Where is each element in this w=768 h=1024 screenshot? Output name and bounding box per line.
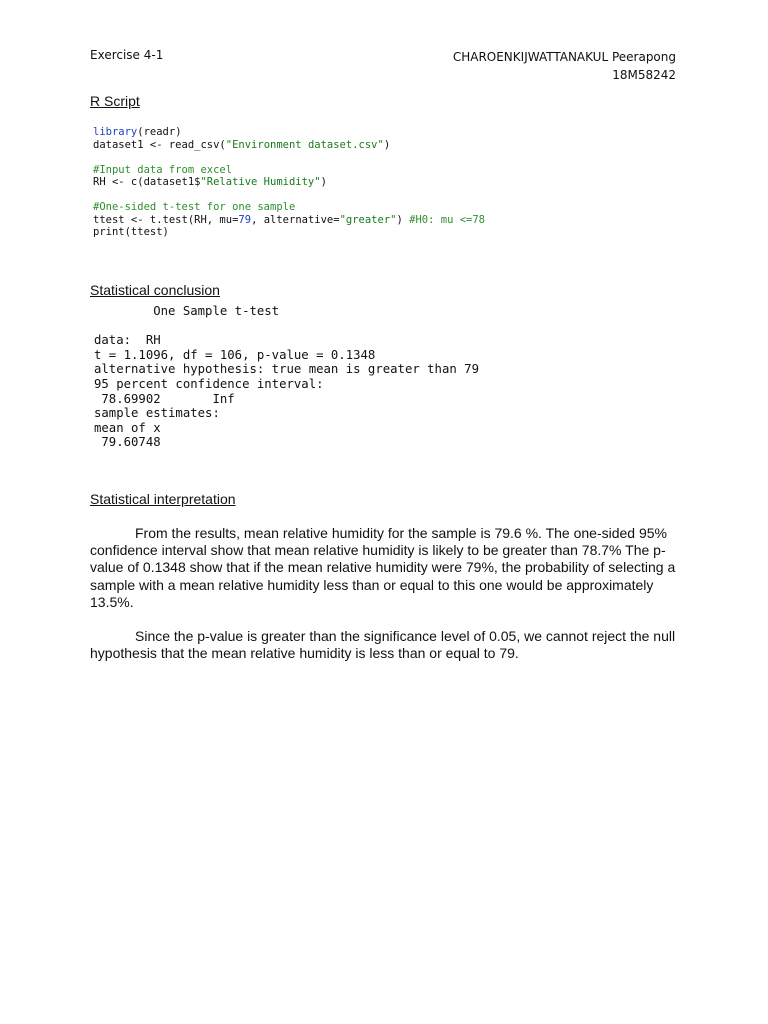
output-line: 79.60748 (94, 435, 161, 450)
code-line-9: print(ttest) (93, 226, 169, 238)
output-title: One Sample t-test (94, 304, 280, 318)
interpretation-paragraph-1: From the results, mean relative humidity for the sample is 79.6 %. The one-sided 95% confidence interval show that mean relative humidity is likely to be greater than 78.7% The p-value of 0.1348 show that if the mean relative humidity were 79%, the probability of selecting a sample with a mean relative humidity less than or equal to this one would be approximately 13.5%. (90, 525, 676, 610)
output-line: t = 1.1096, df = 106, p-value = 0.1348 (94, 347, 376, 362)
code-comment-ttest: #One-sided t-test for one sample (93, 201, 296, 213)
ttest-output (94, 304, 479, 450)
statistical-interpretation-heading: Statistical interpretation (90, 491, 236, 507)
output-line: alternative hypothesis: true mean is greater than 79 (94, 362, 479, 377)
output-line: data: RH (94, 333, 161, 348)
r-script-code (93, 126, 485, 239)
r-script-heading: R Script (90, 93, 140, 109)
output-line: 95 percent confidence interval: (94, 376, 324, 391)
code-line-1: library(readr) (93, 126, 182, 138)
code-comment-input: #Input data from excel (93, 163, 233, 176)
statistical-conclusion-heading: Statistical conclusion (90, 282, 220, 298)
output-line: sample estimates: (94, 406, 220, 421)
output-line: mean of x (94, 420, 161, 435)
code-line-5: RH <- c(dataset1$"Relative Humidity") (93, 176, 327, 188)
header-author (453, 48, 676, 84)
code-line-2: dataset1 <- read_csv("Environment dataset.csv") (93, 138, 391, 151)
student-id: 18M58242 (612, 68, 676, 82)
header-exercise-label: Exercise 4-1 (90, 48, 164, 62)
author-name: CHAROENKIJWATTANAKUL Peerapong (452, 50, 676, 64)
interpretation-paragraph-2: Since the p-value is greater than the significance level of 0.05, we cannot reject the null hypothesis that the mean relative humidity is less than or equal to 79. (90, 628, 676, 662)
code-line-8: ttest <- t.test(RH, mu=79, alternative="greater") #H0: mu <=78 (93, 213, 485, 226)
output-line: 78.69902 Inf (94, 391, 235, 406)
